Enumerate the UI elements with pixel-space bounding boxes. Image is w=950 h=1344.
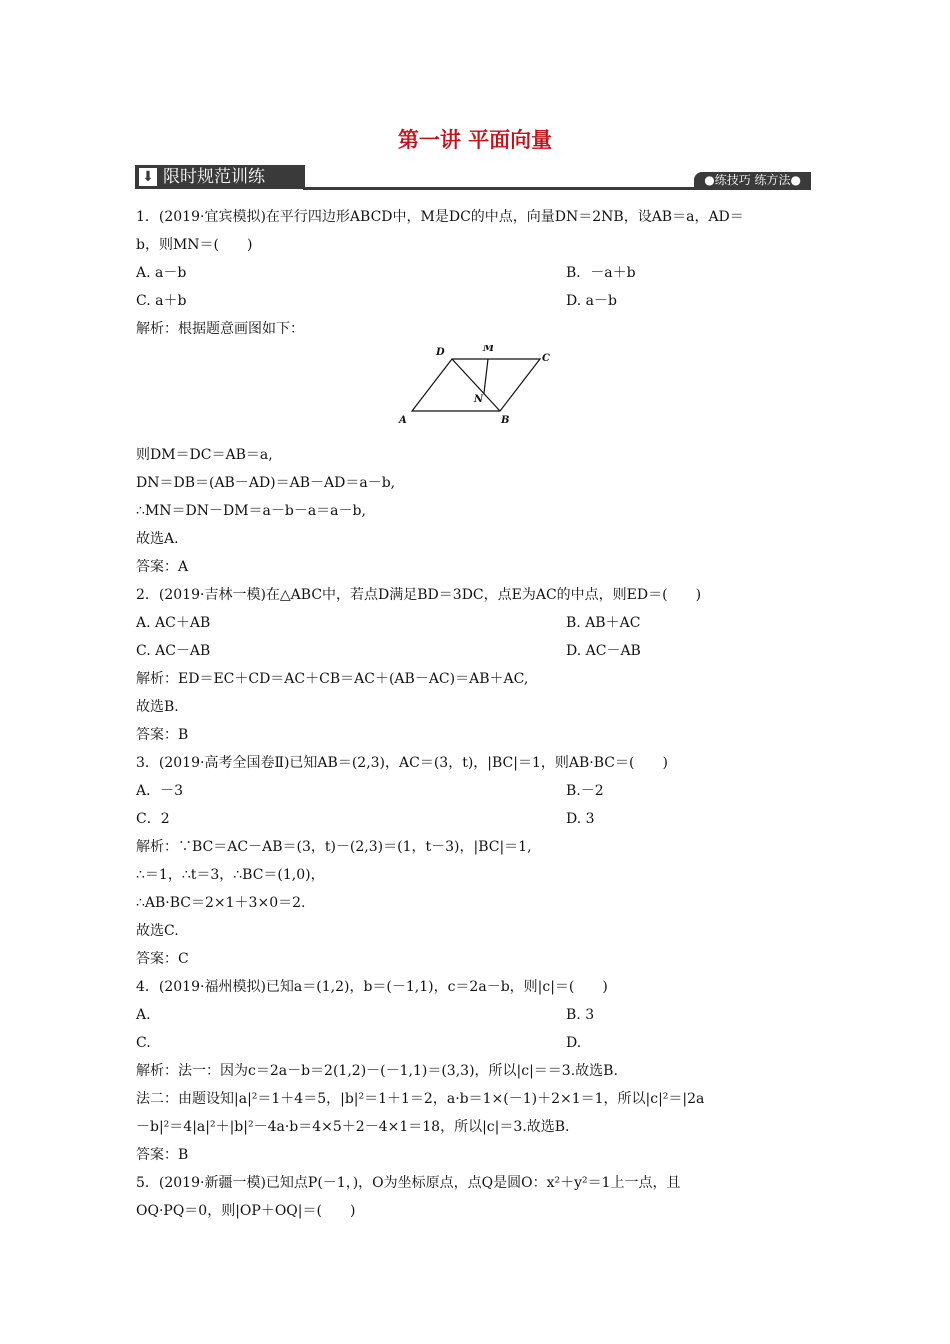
page-title: 第一讲 平面向量 <box>397 128 553 152</box>
q3-answer: 答案：C <box>136 951 189 967</box>
section-banner <box>135 165 811 191</box>
q1-option-c: C. a＋b <box>136 293 187 309</box>
label-m: M <box>483 345 495 354</box>
q4-option-b: B. 3 <box>566 1007 595 1023</box>
q1-options-row2 <box>136 287 816 315</box>
parallelogram-figure <box>136 345 816 433</box>
q2-stem: 2．(2019·吉林一模)在△ABC中，若点D满足BD＝3DC，点E为AC的中点，则ED＝( ) <box>136 587 702 603</box>
q3-option-a: A．－3 <box>136 783 184 799</box>
q2-options-row2 <box>136 637 816 665</box>
down-arrow-icon: ⬇ <box>139 168 157 186</box>
q3-option-b: B.－2 <box>566 783 604 799</box>
q3-solution-choice: 故选C. <box>136 923 179 939</box>
q5-stem-line2: OQ·PQ＝0，则|OP＋OQ|＝( ) <box>136 1203 356 1219</box>
q3-solution-step3: ∴AB·BC＝2×1＋3×0＝2. <box>136 895 306 911</box>
q4-options-row1 <box>136 1001 816 1029</box>
label-d: D <box>436 347 445 358</box>
q1-stem-line2: b，则MN＝( ) <box>136 237 253 253</box>
q1-solution-step1: 则DM＝DC＝AB＝a, <box>136 447 273 463</box>
q4-answer: 答案：B <box>136 1147 189 1163</box>
q2-option-c: C. AC－AB <box>136 643 211 659</box>
q3-solution-step2: ∴＝1，∴t＝3，∴BC＝(1,0)， <box>136 867 325 883</box>
q4-options-row2 <box>136 1029 816 1057</box>
q2-option-d: D. AC－AB <box>566 643 641 659</box>
q2-solution-choice: 故选B. <box>136 699 179 715</box>
q4-stem: 4．(2019·福州模拟)已知a＝(1,2)，b＝(－1,1)，c＝2a－b，则|c|＝( ) <box>136 979 608 995</box>
q4-solution-method2-line2: －b|²＝4|a|²＋|b|²－4a·b＝4×5＋2－4×1＝18，所以|c|＝3.故选B. <box>136 1119 570 1135</box>
q4-solution-method1: 解析：法一：因为c＝2a－b＝2(1,2)－(－1,1)＝(3,3)，所以|c|＝＝3.故选B. <box>136 1063 618 1079</box>
q4-option-d: D. <box>566 1035 582 1051</box>
q5-stem-line1: 5．(2019·新疆一模)已知点P(－1，)，O为坐标原点，点Q是圆O：x²＋y²＝1上一点，且 <box>136 1175 681 1191</box>
q1-solution-choice: 故选A. <box>136 531 179 547</box>
segment-mn <box>484 359 488 393</box>
q4-solution-method2-line1: 法二：由题设知|a|²＝1＋4＝5，|b|²＝1＋1＝2，a·b＝1×(－1)＋2×1＝1，所以|c|²＝|2a <box>136 1091 705 1107</box>
label-b: B <box>501 415 510 426</box>
q3-stem: 3．(2019·高考全国卷Ⅱ)已知AB＝(2,3)，AC＝(3，t)，|BC|＝1，则AB·BC＝( ) <box>136 755 668 771</box>
q1-option-a: A. a－b <box>136 265 187 281</box>
q4-option-c: C. <box>136 1035 151 1051</box>
q2-answer: 答案：B <box>136 727 189 743</box>
label-c: C <box>542 353 550 364</box>
label-a: A <box>399 415 407 426</box>
q1-stem-line1: 1．(2019·宜宾模拟)在平行四边形ABCD中，M是DC的中点，向量DN＝2NB，设AB＝a，AD＝ <box>136 209 744 225</box>
parallelogram-diagram <box>394 345 554 429</box>
banner-text: 限时规范训练 <box>163 167 265 187</box>
q1-answer: 答案：A <box>136 559 189 575</box>
q3-solution-step1: 解析：∵BC＝AC－AB＝(3，t)－(2,3)＝(1，t－3)，|BC|＝1, <box>136 839 532 855</box>
q1-solution-step2: DN＝DB＝(AB－AD)＝AB－AD＝a－b, <box>136 475 396 491</box>
q2-option-b: B. AB＋AC <box>566 615 641 631</box>
q1-solution-intro: 解析：根据题意画图如下： <box>136 321 304 337</box>
q4-option-a: A. <box>136 1007 151 1023</box>
q2-options-row1 <box>136 609 816 637</box>
q3-option-c: C．2 <box>136 811 170 827</box>
q3-options-row1 <box>136 777 816 805</box>
q1-option-d: D. a－b <box>566 293 617 309</box>
label-n: N <box>474 394 484 405</box>
q3-option-d: D. 3 <box>566 811 595 827</box>
question-list <box>136 203 816 1225</box>
banner-label <box>135 165 305 189</box>
q2-solution-step1: 解析：ED＝EC＋CD＝AC＋CB＝AC＋(AB－AC)＝AB＋AC, <box>136 671 529 687</box>
q3-options-row2 <box>136 805 816 833</box>
q1-solution-step3: ∴MN＝DN－DM＝a－b－a＝a－b, <box>136 503 366 519</box>
q2-option-a: A. AC＋AB <box>136 615 211 631</box>
banner-tag: ●练技巧 练方法● <box>694 172 811 188</box>
q1-options-row1 <box>136 259 816 287</box>
q1-option-b: B．－a＋b <box>566 265 636 281</box>
